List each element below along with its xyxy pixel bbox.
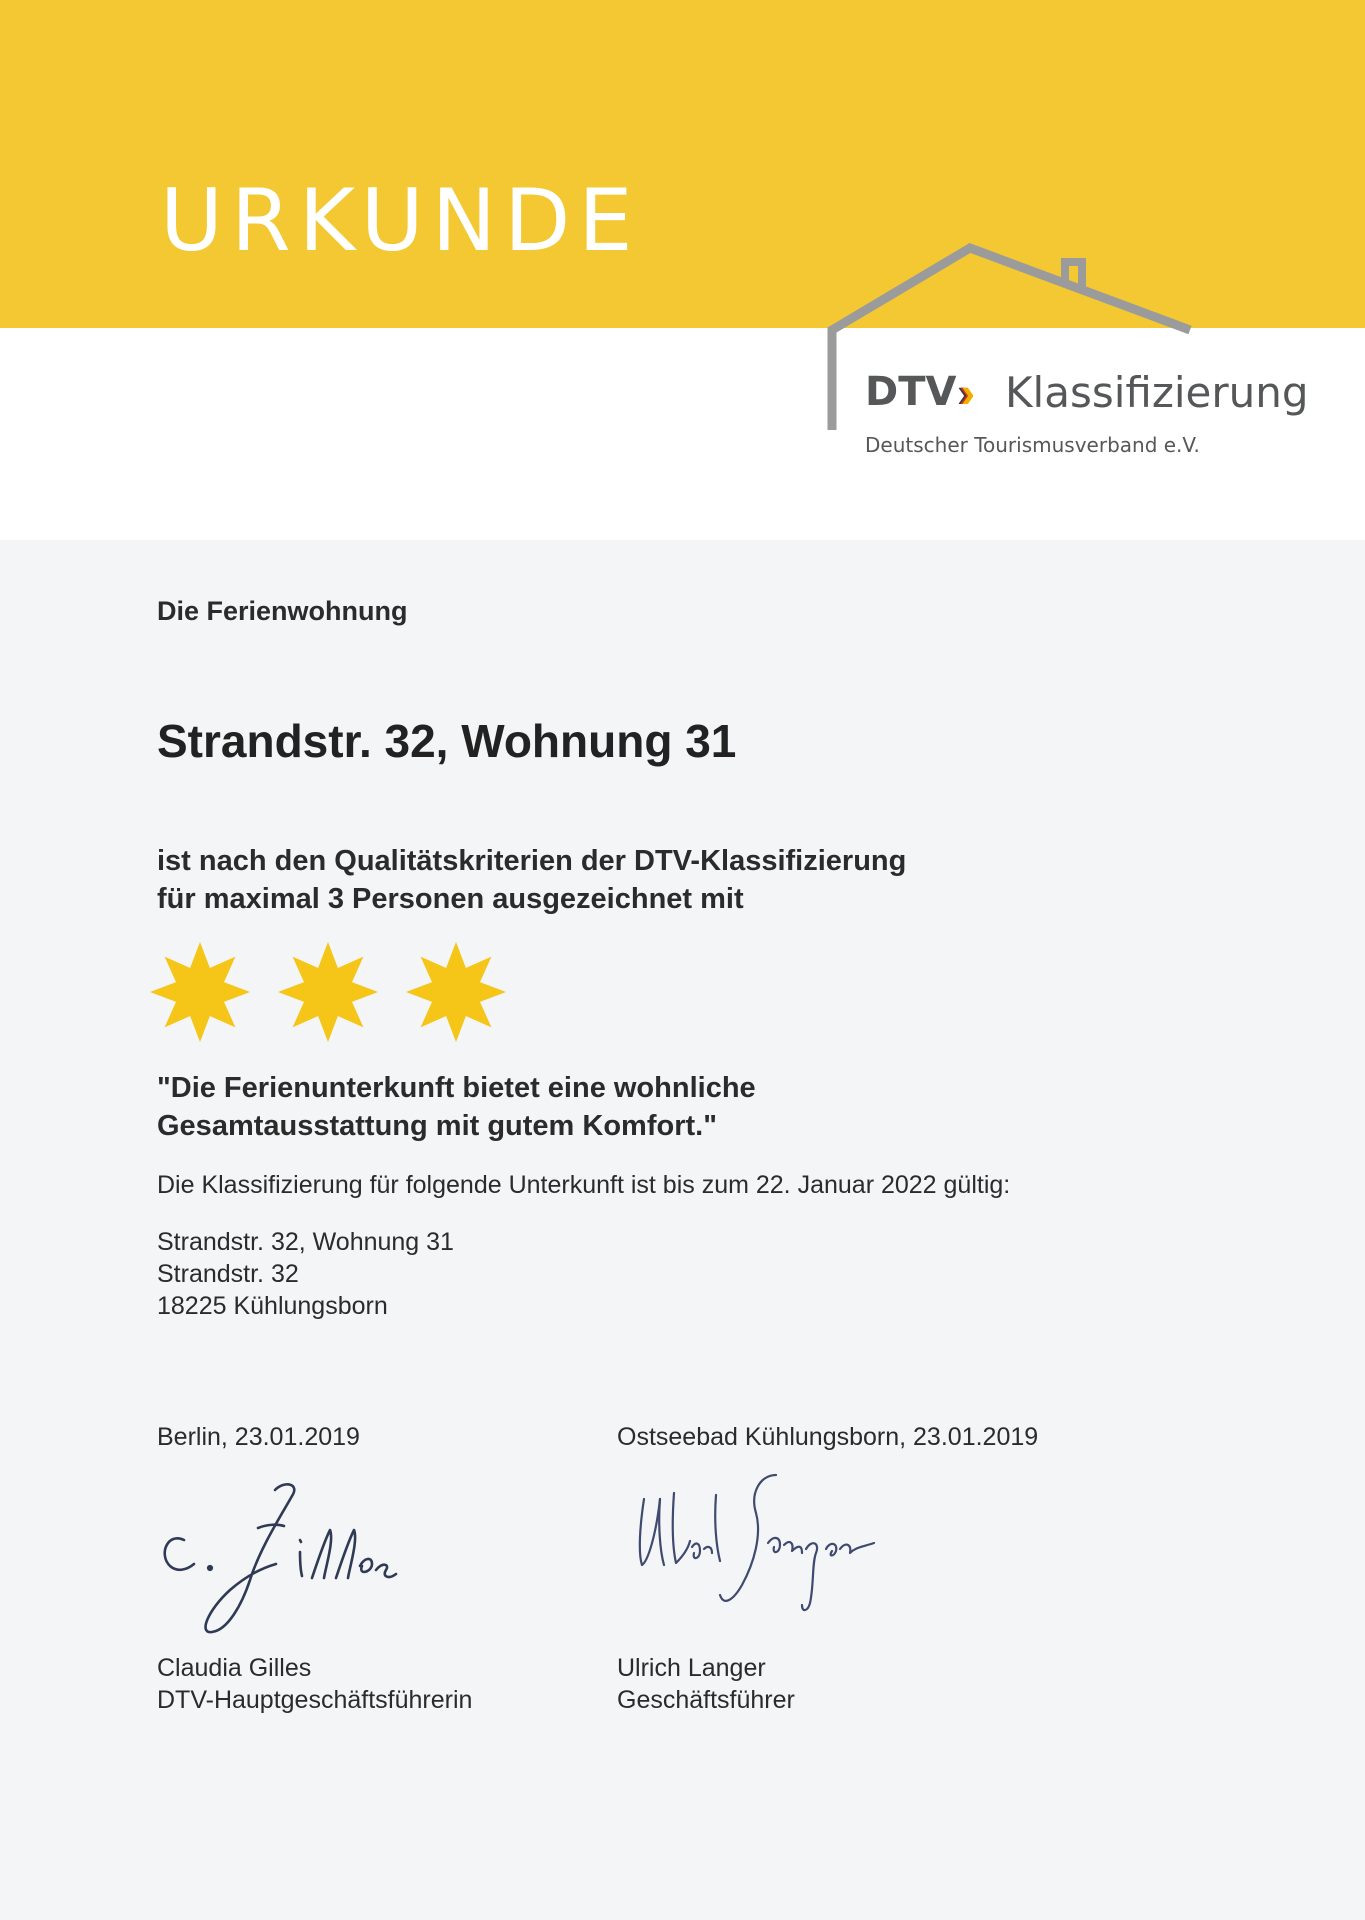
validity-text: Die Klassifizierung für folgende Unterkunft ist bis zum 22. Januar 2022 gültig: (157, 1171, 1011, 1199)
star-rating (150, 940, 530, 1050)
eight-point-star-icon (278, 942, 378, 1042)
left-place-date: Berlin, 23.01.2019 (157, 1423, 360, 1451)
left-signer (157, 1652, 472, 1716)
signer-role: Geschäftsführer (617, 1686, 795, 1714)
eight-point-star-icon (406, 942, 506, 1042)
signer-name: Claudia Gilles (157, 1654, 312, 1682)
certificate-title: URKUNDE (160, 171, 641, 271)
signature-ulrich-langer (630, 1465, 930, 1625)
property-type: Die Ferienwohnung (157, 596, 408, 626)
address-line: Strandstr. 32, Wohnung 31 (157, 1228, 454, 1256)
logo-subtitle: Deutscher Tourismusverband e.V. (865, 433, 1200, 457)
rating-quote (157, 1069, 756, 1145)
address-line: 18225 Kühlungsborn (157, 1292, 388, 1320)
criteria-line: für maximal 3 Personen ausgezeichnet mit (157, 883, 744, 915)
logo-mark: DTV (865, 369, 957, 415)
signature-claudia-gilles (150, 1470, 470, 1640)
address-block (157, 1226, 454, 1322)
quote-line: "Die Ferienunterkunft bietet eine wohnliche (157, 1072, 756, 1104)
property-name: Strandstr. 32, Wohnung 31 (157, 715, 737, 767)
eight-point-star-icon (150, 942, 250, 1042)
criteria-line: ist nach den Qualitätskriterien der DTV-Klassifizierung (157, 845, 907, 877)
criteria-text (157, 842, 906, 918)
signer-role: DTV-Hauptgeschäftsführerin (157, 1686, 473, 1714)
chevrons-icon: ››› (957, 369, 963, 416)
right-place-date: Ostseebad Kühlungsborn, 23.01.2019 (617, 1423, 1039, 1451)
address-line: Strandstr. 32 (157, 1260, 299, 1288)
signer-name: Ulrich Langer (617, 1654, 766, 1682)
right-signer (617, 1652, 795, 1716)
quote-line: Gesamtausstattung mit gutem Komfort." (157, 1110, 717, 1142)
logo-wordmark: Klassifizierung (1005, 368, 1309, 417)
